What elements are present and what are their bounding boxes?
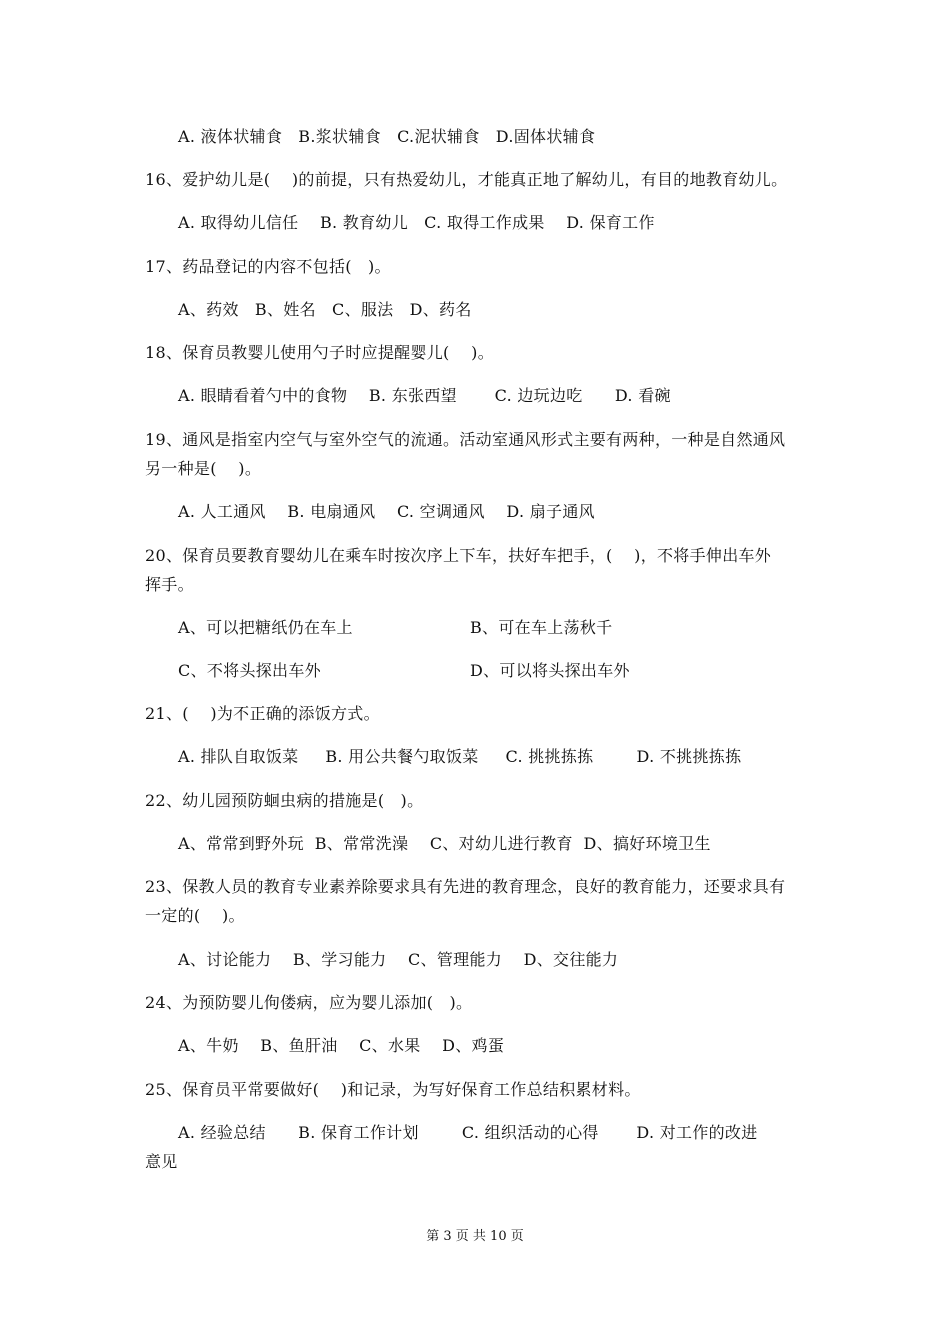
q22-question: 22、幼儿园预防蛔虫病的措施是( )。 (145, 791, 424, 810)
q15-options: A. 液体状辅食 B.浆状辅食 C.泥状辅食 D.固体状辅食 (178, 127, 596, 146)
q23-question: 23、保教人员的教育专业素养除要求具有先进的教育理念，良好的教育能力，还要求具有 (145, 877, 786, 896)
q18-question: 18、保育员教婴儿使用勺子时应提醒婴儿( )。 (145, 343, 494, 362)
q24-question: 24、为预防婴儿佝偻病，应为婴儿添加( )。 (145, 993, 473, 1012)
q17-question: 17、药品登记的内容不包括( )。 (145, 257, 391, 276)
q23-question-cont: 一定的( )。 (145, 906, 245, 925)
q19-question: 19、通风是指室内空气与室外空气的流通。活动室通风形式主要有两种，一种是自然通风 (145, 430, 786, 449)
q23-options: A、讨论能力 B、学习能力 C、管理能力 D、交往能力 (178, 950, 619, 969)
q18-options: A. 眼睛看着勺中的食物 B. 东张西望 C. 边玩边吃 D. 看碗 (178, 386, 671, 405)
q16-question: 16、爱护幼儿是( )的前提，只有热爱幼儿，才能真正地了解幼儿，有目的地教育幼儿。 (145, 170, 788, 189)
q20-question-cont: 挥手。 (145, 575, 194, 594)
q20-option-d: D、可以将头探出车外 (470, 661, 630, 680)
q25-question: 25、保育员平常要做好( )和记录，为写好保育工作总结积累材料。 (145, 1080, 641, 1099)
q20-question: 20、保育员要教育婴幼儿在乘车时按次序上下车，扶好车把手，( )，不将手伸出车外 (145, 546, 772, 565)
q21-question: 21、( )为不正确的添饭方式。 (145, 704, 380, 723)
q20-option-b: B、可在车上荡秋千 (470, 618, 613, 637)
page-footer: 第 3 页 共 10 页 (426, 1229, 524, 1244)
q19-question-cont: 另一种是( )。 (145, 459, 262, 478)
q16-options: A. 取得幼儿信任 B. 教育幼儿 C. 取得工作成果 D. 保育工作 (178, 213, 655, 232)
q20-option-c: C、不将头探出车外 (178, 661, 321, 680)
q22-options: A、常常到野外玩 B、常常洗澡 C、对幼儿进行教育 D、搞好环境卫生 (178, 834, 711, 853)
q24-options: A、牛奶 B、鱼肝油 C、水果 D、鸡蛋 (178, 1036, 505, 1055)
q25-options: A. 经验总结 B. 保育工作计划 C. 组织活动的心得 D. 对工作的改进 (178, 1123, 758, 1142)
q25-options-cont: 意见 (145, 1152, 178, 1171)
q21-options: A. 排队自取饭菜 B. 用公共餐勺取饭菜 C. 挑挑拣拣 D. 不挑挑拣拣 (178, 747, 742, 766)
q17-options: A、药效 B、姓名 C、服法 D、药名 (178, 300, 472, 319)
q19-options: A. 人工通风 B. 电扇通风 C. 空调通风 D. 扇子通风 (178, 502, 595, 521)
q20-option-a: A、可以把糖纸仍在车上 (178, 618, 353, 637)
